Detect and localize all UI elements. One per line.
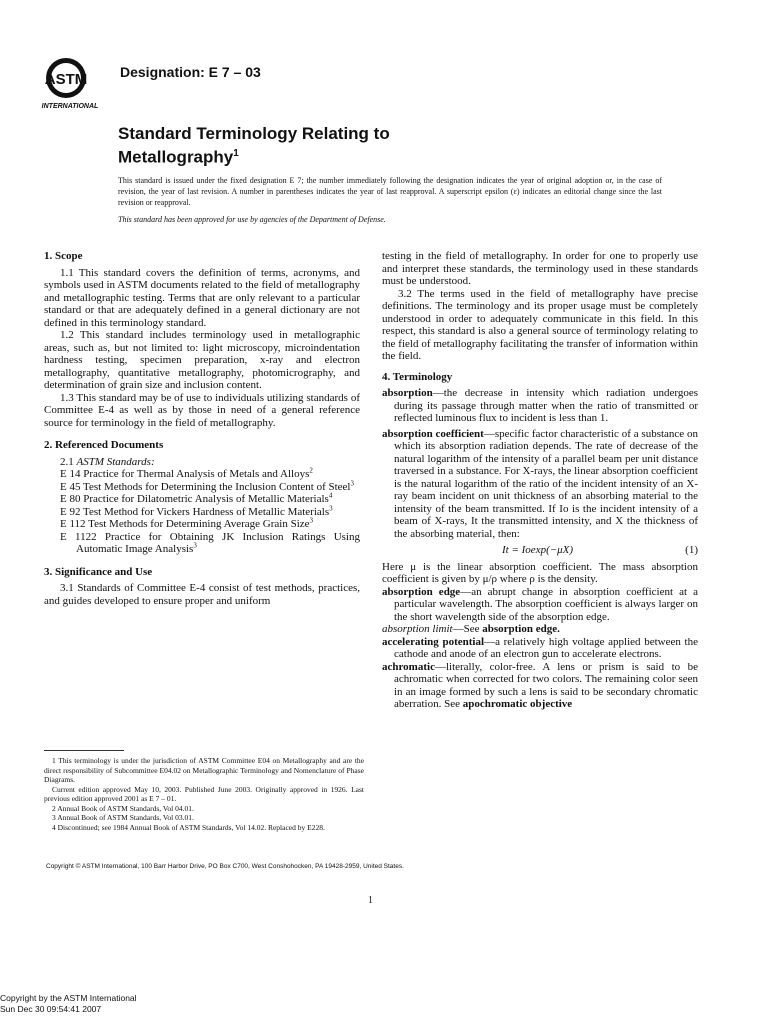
scope-1-1: 1.1 This standard covers the definition of terms, acronyms, and symbols used in ASTM documents related to the field of metallography and metallographic testing. Terms that are only relevant to a particular standard or that are adequately defined in a general dictionary are not defined in this terminology standard. — [44, 266, 360, 329]
right-column — [382, 250, 698, 711]
term-absorption: absorption—the decrease in intensity which radiation undergoes during its passage through matter when the ratio of transmitted or reflected luminous flux to incident is less than 1. — [382, 387, 698, 424]
astm-logo — [32, 52, 110, 110]
term-absorption-coefficient: absorption coefficient—specific factor characteristic of a substance on which its absorption radiation depends. The rate of decrease of the natural logarithm of the intensity of a parallel beam per unit distance traversed in a substance. For X-rays, the linear absorption coefficient is the natural logarithm of the ratio of the incident intensity of an X-ray beam incident on unit thickness of an absorbing material to the intensity of the beam transmitted. If Io is the incident intensity of a beam of X-rays, It the transmitted intensity, and X the thickness of the absorbing material, then: — [382, 427, 698, 540]
significance-heading: 3. Significance and Use — [44, 565, 153, 578]
footnote-4: 4 Discontinued; see 1984 Annual Book of ASTM Standards, Vol 14.02. Replaced by E228. — [52, 822, 325, 832]
page-title — [118, 124, 538, 168]
left-column — [44, 250, 360, 607]
designation: Designation: E 7 – 03 — [120, 64, 261, 80]
defense-note: This standard has been approved for use by agencies of the Department of Defense. — [118, 215, 386, 224]
referenced-sub: 2.1 ASTM Standards: — [60, 455, 155, 468]
significance-3-1: 3.1 Standards of Committee E-4 consist of test methods, practices, and guides developed to ensure proper and uniform — [44, 582, 360, 607]
term-accelerating-potential: accelerating potential—a relatively high voltage applied between the cathode and anode of an electron gun to accelerate electrons. — [382, 635, 698, 660]
ref-e14: E 14 Practice for Thermal Analysis of Metals and Alloys$^2$ — [60, 466, 313, 480]
equation-1: It = Ioexp(−μX) (1) — [502, 544, 698, 556]
term-absorption-limit: absorption limit—See absorption edge. — [382, 623, 560, 635]
ref-e112: E 112 Test Methods for Determining Average Grain Size$^3$ — [60, 516, 314, 530]
term-achromatic: achromatic—literally, color-free. A lens or prism is said to be achromatic when corrected for two colors. The remaining color seen in an image formed by such a lens is said to be secondary chromatic aberration. See apochromatic objective — [382, 660, 698, 710]
ref-e45: E 45 Test Methods for Determining the Inclusion Content of Steel$^3$ — [60, 478, 354, 493]
ref-e92: E 92 Test Method for Vickers Hardness of Metallic Materials$^3$ — [60, 503, 333, 518]
scope-heading: 1. Scope — [44, 250, 83, 262]
terminology-heading: 4. Terminology — [382, 370, 453, 383]
footnote-1b: Current edition approved May 10, 2003. Published June 2003. Originally approved in 1926. Last previous edition approved 2001 as E 7 – 01. — [44, 784, 364, 803]
ref-e80: E 80 Practice for Dilatometric Analysis of Metallic Materials$^4$ — [60, 491, 333, 505]
copyright-line: Copyright © ASTM International, 100 Barr Harbor Drive, PO Box C700, West Conshohocken, PA 19428-2959, United States. — [46, 863, 404, 870]
footnote-3: 3 Annual Book of ASTM Standards, Vol 03.01. — [52, 813, 194, 822]
title-footnote-mark: 1 — [233, 148, 239, 159]
scope-1-2: 1.2 This standard includes terminology used in metallographic areas, such as, but not limited to: light microscopy, microindentation hardness testing, specimen preparation, x-ray and electron metallography, quantitative metallography, photomicrography, and determination of grain size and inclusion content. — [44, 329, 360, 391]
logo-text: ASTM — [44, 71, 88, 88]
scope-1-3: 1.3 This standard may be of use to individuals utilizing standards of Committee E-4 as well as by those in need of a general reference source for terminology in the field of metallography. — [44, 391, 360, 429]
ref-e1122: E 1122 Practice for Obtaining JK Inclusion Ratings Using Automatic Image Analysis$^3$ — [60, 530, 360, 555]
issuance-note: This standard is issued under the fixed designation E 7; the number immediately following the designation indicates the year of original adoption or, in the case of revision, the year of last revision. A number in parentheses indicates the year of last reapproval. A superscript epsilon (ε) indicates an editorial change since the last revision or reapproval. — [118, 176, 662, 207]
footnotes — [44, 756, 364, 832]
footnote-2: 2 Annual Book of ASTM Standards, Vol 04.01. — [52, 803, 194, 813]
logo-subtext: INTERNATIONAL — [41, 103, 99, 110]
title-line-2: Metallography — [118, 147, 234, 167]
title-line-1: Standard Terminology Relating to — [118, 124, 390, 143]
coef-note: Here μ is the linear absorption coefficient. The mass absorption coefficient is given by μ/ρ where ρ is the density. — [382, 560, 698, 585]
significance-3-2: 3.2 The terms used in the field of metallography have precise definitions. The terminology and its proper usage must be completely understood in order to adequately communicate in this field. In this respect, this standard is also a general source of terminology relating to the field of metallography facilitating the transfer of information within the field. — [382, 287, 698, 362]
page-number: 1 — [368, 895, 373, 906]
term-absorption-edge: absorption edge—an abrupt change in absorption coefficient at a particular wavelength. The absorption coefficient is always larger on the short wavelength side of the absorption edge. — [382, 585, 698, 623]
footnote-rule — [44, 750, 124, 751]
referenced-heading: 2. Referenced Documents — [44, 439, 164, 451]
download-stamp: Copyright by the ASTM International Sun Dec 30 09:54:41 2007 — [0, 993, 137, 1014]
footnote-1: 1 This terminology is under the jurisdiction of ASTM Committee E04 on Metallography and are the direct responsibility of Subcommittee E04.02 on Metallographic Terminology and Nomenclature of Phase Diagrams. — [44, 756, 364, 784]
significance-3-1-cont: testing in the field of metallography. In order for one to properly use and interpret these standards, the terminology used in these standards must be understood. — [382, 250, 698, 287]
